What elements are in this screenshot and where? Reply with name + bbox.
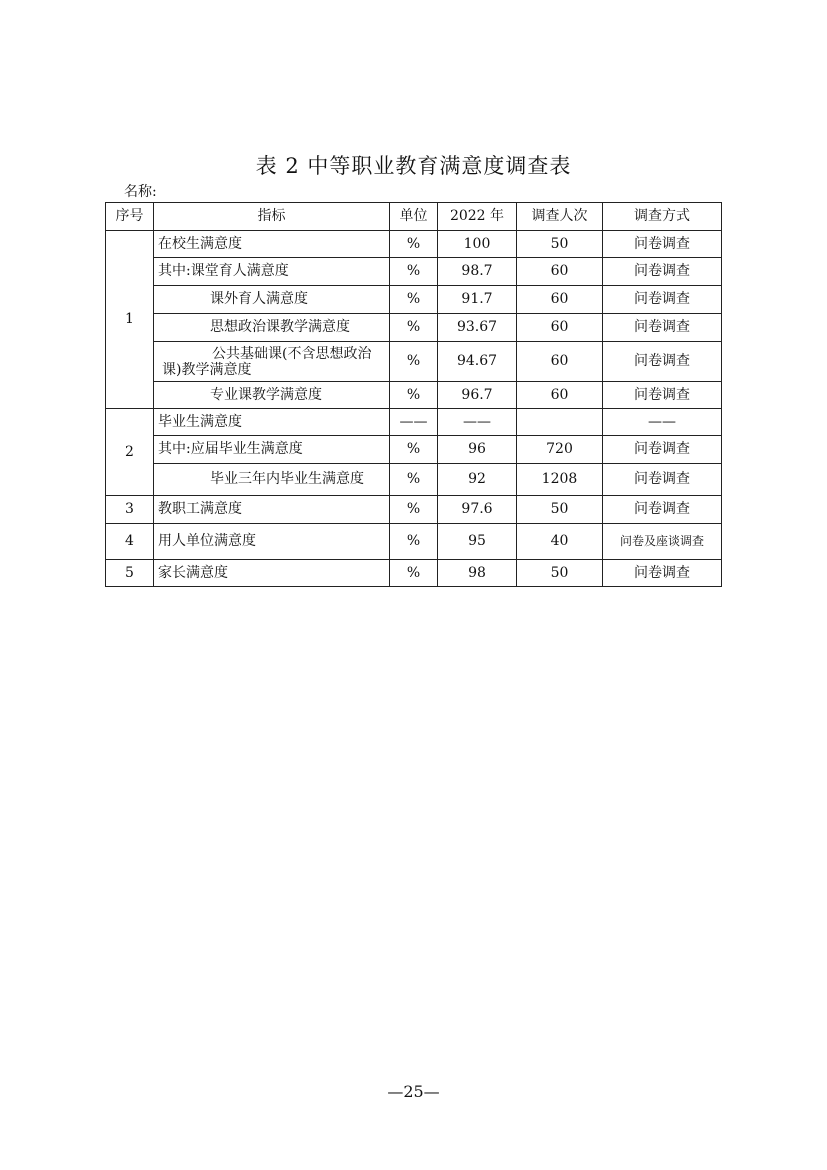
- count-cell: 50: [517, 231, 603, 258]
- unit-cell: %: [390, 464, 438, 496]
- method-cell: 问卷调查: [603, 314, 722, 342]
- header-indicator: 指标: [154, 203, 390, 231]
- page-number: —25—: [387, 1082, 440, 1101]
- unit-cell: %: [390, 436, 438, 464]
- count-cell: 50: [517, 560, 603, 587]
- header-seq: 序号: [106, 203, 154, 231]
- indicator-cell: 教职工满意度: [154, 496, 390, 524]
- method-cell: 问卷调查: [603, 496, 722, 524]
- method-cell: 问卷调查: [603, 382, 722, 409]
- method-cell: 问卷调查: [603, 464, 722, 496]
- count-cell: [517, 409, 603, 436]
- seq-cell: 3: [106, 496, 154, 524]
- indicator-cell: 思想政治课教学满意度: [154, 314, 390, 342]
- method-cell: 问卷调查: [603, 436, 722, 464]
- seq-cell: 5: [106, 560, 154, 587]
- indicator-cell: 家长满意度: [154, 560, 390, 587]
- value-cell: ——: [438, 409, 517, 436]
- indicator-cell: 其中:课堂育人满意度: [154, 258, 390, 286]
- method-cell: 问卷调查: [603, 258, 722, 286]
- method-cell: 问卷调查: [603, 231, 722, 258]
- table-row: [106, 464, 722, 496]
- table-row: [106, 258, 722, 286]
- table-row: [106, 382, 722, 409]
- table-row: [106, 314, 722, 342]
- method-cell: 问卷调查: [603, 342, 722, 382]
- count-cell: 60: [517, 286, 603, 314]
- table-row: [106, 496, 722, 524]
- header-method: 调查方式: [603, 203, 722, 231]
- value-cell: 97.6: [438, 496, 517, 524]
- value-cell: 100: [438, 231, 517, 258]
- satisfaction-survey-table: [105, 202, 722, 587]
- count-cell: 50: [517, 496, 603, 524]
- table-row: [106, 342, 722, 382]
- value-cell: 96: [438, 436, 517, 464]
- indicator-cell: 用人单位满意度: [154, 524, 390, 560]
- unit-cell: %: [390, 286, 438, 314]
- method-cell: 问卷调查: [603, 560, 722, 587]
- value-cell: 98: [438, 560, 517, 587]
- table-header-row: [106, 203, 722, 231]
- value-cell: 92: [438, 464, 517, 496]
- header-unit: 单位: [390, 203, 438, 231]
- seq-cell: 2: [106, 409, 154, 496]
- count-cell: 720: [517, 436, 603, 464]
- header-year: 2022 年: [438, 203, 517, 231]
- method-cell: ——: [603, 409, 722, 436]
- unit-cell: %: [390, 314, 438, 342]
- indicator-cell: 其中:应届毕业生满意度: [154, 436, 390, 464]
- value-cell: 91.7: [438, 286, 517, 314]
- indicator-cell: 专业课教学满意度: [154, 382, 390, 409]
- count-cell: 40: [517, 524, 603, 560]
- indicator-cell: 毕业生满意度: [154, 409, 390, 436]
- seq-cell: 4: [106, 524, 154, 560]
- count-cell: 60: [517, 382, 603, 409]
- value-cell: 96.7: [438, 382, 517, 409]
- unit-cell: %: [390, 496, 438, 524]
- table-row: [106, 409, 722, 436]
- table-title: 表 2 中等职业教育满意度调查表: [255, 154, 572, 178]
- table-row: [106, 560, 722, 587]
- indicator-cell: 课外育人满意度: [154, 286, 390, 314]
- value-cell: 94.67: [438, 342, 517, 382]
- unit-cell: %: [390, 342, 438, 382]
- name-label: 名称:: [124, 184, 157, 200]
- method-cell: 问卷及座谈调查: [603, 524, 722, 560]
- unit-cell: ——: [390, 409, 438, 436]
- table-row: [106, 436, 722, 464]
- indicator-cell: 在校生满意度: [154, 231, 390, 258]
- indicator-cell: 公共基础课(不含思想政治课)教学满意度: [154, 342, 390, 382]
- value-cell: 95: [438, 524, 517, 560]
- unit-cell: %: [390, 524, 438, 560]
- seq-cell: 1: [106, 231, 154, 409]
- table-row: [106, 231, 722, 258]
- table-row: [106, 286, 722, 314]
- table-row: [106, 524, 722, 560]
- unit-cell: %: [390, 231, 438, 258]
- count-cell: 60: [517, 258, 603, 286]
- count-cell: 60: [517, 342, 603, 382]
- unit-cell: %: [390, 382, 438, 409]
- header-count: 调查人次: [517, 203, 603, 231]
- value-cell: 93.67: [438, 314, 517, 342]
- indicator-cell: 毕业三年内毕业生满意度: [154, 464, 390, 496]
- method-cell: 问卷调查: [603, 286, 722, 314]
- value-cell: 98.7: [438, 258, 517, 286]
- unit-cell: %: [390, 560, 438, 587]
- count-cell: 1208: [517, 464, 603, 496]
- count-cell: 60: [517, 314, 603, 342]
- unit-cell: %: [390, 258, 438, 286]
